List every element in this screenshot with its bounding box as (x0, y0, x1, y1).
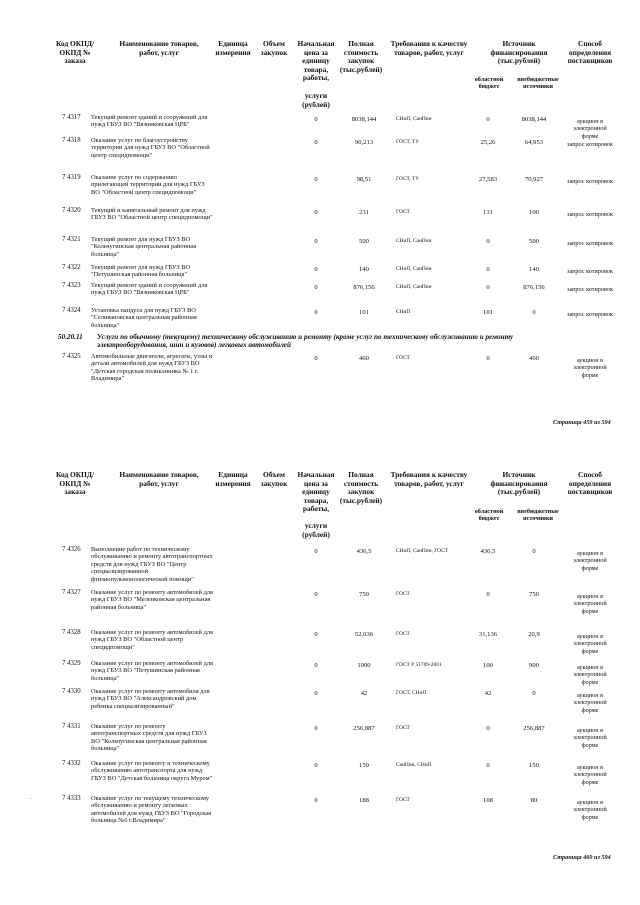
order-number: 7 4321 (62, 236, 81, 243)
row-price: 0 (314, 762, 318, 769)
header-price-unit: услуги (рублей) (302, 521, 330, 539)
row-method: запрос котировок (567, 141, 613, 148)
row-extra: 500 (529, 238, 539, 245)
row-price: 0 (314, 309, 318, 316)
row-total: 750 (359, 591, 369, 598)
row-regional: 27,583 (478, 176, 498, 183)
row-price: 0 (314, 591, 318, 598)
row-total: 150 (359, 762, 369, 769)
row-price: 0 (314, 548, 318, 555)
row-regional: 0 (486, 725, 490, 732)
header-code: Код ОКПД/ ОКПД № заказа (55, 470, 95, 497)
row-method: аукцион в электронной форме (573, 357, 607, 379)
row-requirements: ГОСТ (396, 725, 410, 731)
row-total: 256,887 (353, 725, 375, 732)
row-method: запрос котировок (567, 178, 613, 185)
row-name: Оказание услуг по ремонту и техническому обслуживанию автотранспорта для нужд ГБУЗ ВО "Детская больница округа Муром" (91, 760, 213, 782)
row-name: Оказание услуг по ремонту автомобилей для нужд ГБУЗ ВО "Областной центр специдпомощи" (91, 629, 213, 651)
row-extra: 900 (529, 662, 539, 669)
row-regional: 31,136 (478, 631, 498, 638)
row-price: 0 (314, 690, 318, 697)
row-name: Текущий и капитальный ремонт для нужд ГБУЗ ВО "Областной центр специдпомощи" (91, 207, 213, 222)
group-code: 50.20.11 (58, 333, 83, 341)
row-price: 0 (314, 797, 318, 804)
row-name: Оказание услуг по ремонту автомобиля для нужд ГБУЗ ВО "Александровский дом ребенка специализированный" (91, 688, 210, 710)
row-name: Оказание услуг по благоустройству территории для нужд ГБУЗ ВО "Областной центр специдпомощи" (91, 137, 210, 159)
header-name: Наименование товаров, работ, услуг (119, 470, 199, 488)
row-name: Текущий ремонт зданий и сооружений для нужд ГБУЗ ВО "Вязниковская ЦРБ" (91, 282, 208, 297)
header-source-extra: внебюджетные источники (517, 508, 559, 522)
row-name: Установка пандуса для нужд ГБУЗ ВО "Селивановская центральная районная больница" (91, 307, 197, 329)
row-total: 98,51 (356, 176, 372, 183)
row-requirements: СанПин, СНиП (396, 762, 432, 768)
order-number: 7 4331 (62, 723, 81, 730)
row-total: 436,5 (356, 548, 372, 555)
row-method: аукцион в электронной форме (573, 118, 607, 140)
row-name: Оказание услуг по содержанию прилегающей территории для нужд ГБУЗ ВО "Областной центр специдпомощи" (91, 174, 205, 196)
header-source-regional: областной бюджет (474, 76, 504, 90)
header-method: Способ определения поставщиков (567, 39, 613, 66)
row-extra: 0 (532, 690, 536, 697)
row-extra: 70,927 (524, 176, 544, 183)
header-volume: Объем закупок (260, 39, 288, 57)
row-name: Автомобильные двигатели, агрегаты, узлы и детали автомобилей для нужд ГБУЗ ВО "Детская городская поликлиника № 1 г. Владимира" (91, 353, 213, 383)
row-requirements: ГОСТ, СНиП (396, 690, 427, 696)
order-number: 7 4332 (62, 760, 81, 767)
row-method: аукцион в электронной форме (573, 550, 607, 572)
order-number: 7 4325 (62, 353, 81, 360)
row-regional: 0 (486, 266, 490, 273)
page-2-number: Страница 460 из 594 (553, 854, 611, 861)
row-requirements: ГОСТ (396, 209, 410, 215)
order-number: 7 4323 (62, 282, 81, 289)
row-total: 101 (359, 309, 369, 316)
row-extra: 460 (529, 355, 539, 362)
row-requirements: ГОСТ (396, 591, 410, 597)
header-unit: Единица измерения (215, 39, 251, 57)
row-price: 0 (314, 725, 318, 732)
row-regional: 0 (486, 762, 490, 769)
row-method: аукцион в электронной форме (573, 633, 607, 655)
header-source: Источник финансирования (тыс.рублей) (490, 470, 548, 497)
header-total: Полная стоимость закупок (тыс.рублей) (339, 39, 383, 74)
header-volume: Объем закупок (260, 470, 288, 488)
row-method: аукцион в электронной форме (573, 799, 607, 821)
order-number: 7 4329 (62, 660, 81, 667)
row-extra: 64,953 (524, 139, 544, 146)
row-regional: 25,26 (480, 139, 496, 146)
row-regional: 0 (486, 591, 490, 598)
row-name: Оказание услуг по ремонту автомобилей для нужд ГБУЗ ВО "Меленковская центральная районная больница" (91, 589, 213, 611)
row-name: Выполнение работ по техническому обслуживанию и ремонту автотранспортных средств для нужд ГБУЗ ВО "Центр специализированной фтизиопульмонологической помощи" (91, 546, 213, 583)
row-method: запрос котировок (567, 286, 613, 293)
row-requirements: ГОСТ Р 51709-2001 (396, 662, 442, 668)
scan-mark: . (30, 795, 32, 801)
row-price: 0 (314, 116, 318, 123)
row-name: Текущий ремонт для нужд ГБУЗ ВО "Кольчугинская центральная районная больница" (91, 236, 197, 258)
row-name: Текущий ремонт для нужд ГБУЗ ВО "Петушинская районная больница" (91, 264, 191, 279)
row-regional: 0 (486, 116, 490, 123)
row-regional: 131 (483, 209, 493, 216)
row-regional: 0 (486, 284, 490, 291)
row-requirements: СНиП (396, 309, 411, 315)
header-price-unit: услуги (рублей) (302, 91, 330, 109)
header-source: Источник финансирования (тыс.рублей) (490, 39, 548, 66)
row-method: аукцион в электронной форме (573, 664, 607, 686)
row-regional: 42 (484, 690, 492, 697)
row-name: Оказание услуг по текущему техническому обслуживанию и ремонту легковых автомобилей для нужд ГБУЗ ВО "Городская больница №6 г.Владимира" (91, 795, 212, 825)
row-method: запрос котировок (567, 311, 613, 318)
order-number: 7 4322 (62, 264, 81, 271)
order-number: 7 4326 (62, 546, 81, 553)
row-regional: 436,5 (480, 548, 496, 555)
row-extra: 80 (530, 797, 538, 804)
row-extra: 750 (529, 591, 539, 598)
row-price: 0 (314, 266, 318, 273)
row-extra: 876,156 (523, 284, 545, 291)
row-price: 0 (314, 176, 318, 183)
row-method: запрос котировок (567, 240, 613, 247)
row-requirements: СНиП, СанПин (396, 284, 432, 290)
header-price: Начальная цена за единицу товара, работы, (297, 470, 335, 514)
row-regional: 0 (486, 238, 490, 245)
row-requirements: СНиП, СанПин (396, 116, 432, 122)
row-method: аукцион в электронной форме (573, 764, 607, 786)
row-total: 1000 (357, 662, 371, 669)
row-extra: 150 (529, 762, 539, 769)
order-number: 7 4330 (62, 688, 81, 695)
order-number: 7 4327 (62, 589, 81, 596)
header-name: Наименование товаров, работ, услуг (119, 39, 199, 57)
row-price: 0 (314, 209, 318, 216)
row-total: 8038,144 (351, 116, 377, 123)
row-total: 231 (359, 209, 369, 216)
row-total: 42 (360, 690, 368, 697)
row-extra: 20,9 (528, 631, 540, 638)
row-extra: 100 (529, 209, 539, 216)
row-extra: 8038,144 (521, 116, 547, 123)
row-requirements: ГОСТ (396, 631, 410, 637)
row-price: 0 (314, 355, 318, 362)
header-requirements: Требования к качеству товаров, работ, услуг (390, 470, 468, 488)
page-1-number: Страница 459 из 594 (553, 419, 611, 426)
row-extra: 140 (529, 266, 539, 273)
row-requirements: ГОСТ (396, 797, 410, 803)
row-method: аукцион в электронной форме (573, 593, 607, 615)
row-name: Оказание услуг по ремонту автотранспортных средств для нужд ГБУЗ ВО "Кольчугинская центральная районная больница" (91, 723, 207, 753)
row-total: 90,213 (354, 139, 374, 146)
row-method: запрос котировок (567, 211, 613, 218)
row-regional: 0 (486, 355, 490, 362)
row-method: аукцион в электронной форме (573, 727, 607, 749)
header-method: Способ определения поставщиков (567, 470, 613, 497)
row-price: 0 (314, 662, 318, 669)
row-price: 0 (314, 238, 318, 245)
header-source-extra: внебюджетные источники (517, 76, 559, 90)
header-source-regional: областной бюджет (474, 508, 504, 522)
order-number: 7 4320 (62, 207, 81, 214)
row-name: Оказание услуг по ремонту автомобилей для нужд ГБУЗ ВО "Петушинская районная больница" (91, 660, 213, 682)
row-extra: 0 (532, 548, 536, 555)
header-requirements: Требования к качеству товаров, работ, услуг (390, 39, 468, 57)
row-requirements: СНиП, СанПин (396, 266, 432, 272)
row-regional: 108 (483, 797, 493, 804)
row-method: аукцион в электронной форме (573, 692, 607, 714)
row-method: запрос котировок (567, 268, 613, 275)
row-total: 876,156 (353, 284, 375, 291)
group-text-1: Услуги по обычному (текущему) техническому обслуживанию и ремонту (кроме услуг по техническому обслуживанию и ремонту (97, 333, 514, 341)
row-total: 500 (359, 238, 369, 245)
row-requirements: СНиП, СанПин (396, 238, 432, 244)
row-requirements: СНиП, СанПин, ГОСТ (396, 548, 449, 554)
row-price: 0 (314, 284, 318, 291)
row-extra: 0 (532, 309, 536, 316)
row-total: 140 (359, 266, 369, 273)
header-unit: Единица измерения (215, 470, 251, 488)
row-extra: 256,887 (523, 725, 545, 732)
order-number: 7 4318 (62, 137, 81, 144)
row-total: 188 (359, 797, 369, 804)
row-name: Текущий ремонт зданий и сооружений для нужд ГБУЗ ВО "Вязниковская ЦРБ" (91, 114, 208, 129)
order-number: 7 4324 (62, 307, 81, 314)
group-text-2: электрооборудования, шин и кузовов) легковых автомобилей (97, 341, 291, 349)
row-price: 0 (314, 139, 318, 146)
row-total: 460 (359, 355, 369, 362)
row-regional: 100 (483, 662, 493, 669)
header-total: Полная стоимость закупок (тыс.рублей) (339, 470, 383, 505)
row-regional: 101 (483, 309, 493, 316)
order-number: 7 4317 (62, 114, 81, 121)
order-number: 7 4333 (62, 795, 81, 802)
header-code: Код ОКПД/ ОКПД № заказа (55, 39, 95, 66)
order-number: 7 4328 (62, 629, 81, 636)
row-requirements: ГОСТ, ТУ (396, 139, 420, 145)
row-requirements: ГОСТ (396, 355, 410, 361)
order-number: 7 4319 (62, 174, 81, 181)
row-requirements: ГОСТ, ТУ (396, 176, 420, 182)
header-price: Начальная цена за единицу товара, работы, (297, 39, 335, 83)
row-price: 0 (314, 631, 318, 638)
row-total: 52,036 (354, 631, 374, 638)
